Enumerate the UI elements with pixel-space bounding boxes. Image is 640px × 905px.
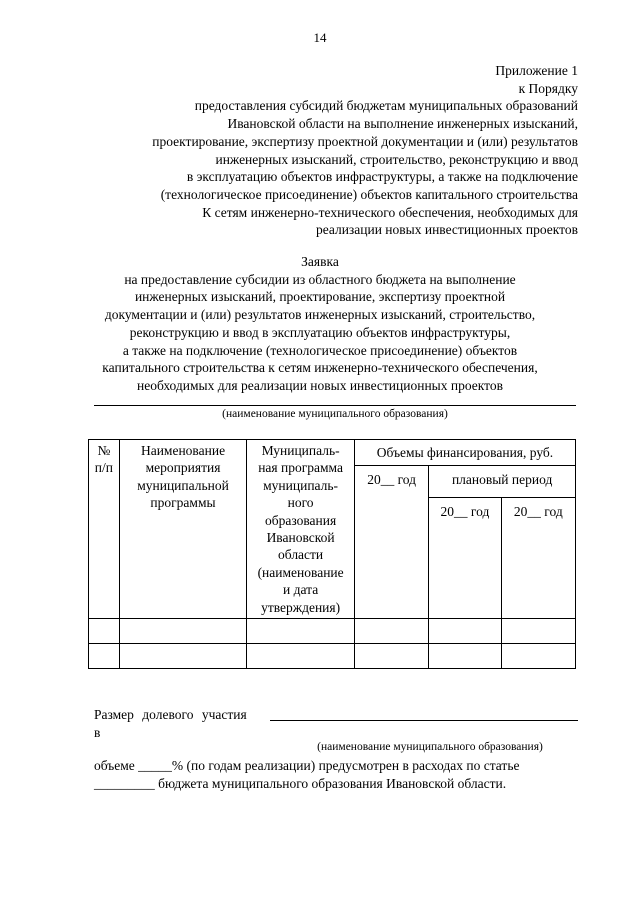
appendix-line: Приложение 1 (495, 63, 578, 78)
volume-line: объеме _____% (по годам реализации) предусмотрен в расходах по статье (94, 758, 520, 773)
appendix-header (78, 62, 578, 239)
table-cell[interactable] (247, 644, 355, 669)
table-cell[interactable] (89, 619, 120, 644)
table-cell[interactable] (429, 644, 501, 669)
request-line: на предоставление субсидии из областного бюджета на выполнение (124, 271, 516, 287)
table-cell[interactable] (354, 619, 428, 644)
header-volumes: Объемы финансирования, руб. (354, 440, 575, 466)
request-line: капитального строительства к сетям инженерно-технического обеспечения, (102, 360, 538, 376)
appendix-line: в эксплуатацию объектов инфраструктуры, а также на подключение (186, 169, 578, 185)
table-header-row (89, 440, 576, 466)
share-participation (94, 706, 578, 742)
volume-line: _________ бюджета муниципального образования Ивановской области. (94, 776, 507, 791)
table-cell[interactable] (354, 644, 428, 669)
table-cell[interactable] (247, 619, 355, 644)
appendix-line: Ивановской области на выполнение инженерных изысканий, (227, 116, 578, 132)
header-number: № п/п (89, 440, 120, 619)
table-cell[interactable] (429, 619, 501, 644)
appendix-line: предоставления субсидий бюджетам муниципальных образований (194, 98, 578, 114)
appendix-line: К сетям инженерно-технического обеспечения, необходимых для (202, 204, 578, 220)
share-label: Размер долевого участия (94, 707, 247, 722)
table-cell[interactable] (501, 619, 575, 644)
financing-table (88, 439, 576, 669)
appendix-line: (технологическое присоединение) объектов капитального строительства (160, 186, 578, 202)
request-line: документации и (или) результатов инженерных изысканий, строительство, (104, 307, 536, 323)
page-number: 14 (313, 30, 327, 45)
appendix-line: реализации новых инвестиционных проектов (315, 222, 578, 238)
header-planned-period: плановый период (429, 466, 576, 498)
appendix-line: к Порядку (518, 80, 578, 96)
municipality-fill-line[interactable] (94, 405, 576, 406)
share-in: в (94, 725, 101, 740)
request-line: а также на подключение (технологическое присоединение) объектов (122, 342, 518, 358)
table-cell[interactable] (501, 644, 575, 669)
header-program: Муниципаль- ная программа муниципаль- ного образования Ивановской области (наименование и дата утверждения) (247, 440, 355, 619)
appendix-line: инженерных изысканий, строительство, реконструкцию и ввод (215, 151, 578, 167)
header-year: 20__ год (354, 466, 428, 619)
table-row (89, 644, 576, 669)
request-line: реконструкцию и ввод в эксплуатацию объектов инфраструктуры, (129, 324, 511, 340)
request-heading (60, 253, 580, 395)
request-title: Заявка (301, 254, 339, 269)
request-line: инженерных изысканий, проектирование, экспертизу проектной (134, 289, 506, 305)
header-year-3: 20__ год (501, 498, 575, 619)
header-year-2: 20__ год (429, 498, 501, 619)
share-municipality-caption: (наименование муниципального образования) (317, 741, 543, 753)
municipality-caption: (наименование муниципального образования) (222, 408, 448, 420)
share-fill-line[interactable] (270, 720, 578, 721)
table-cell[interactable] (119, 644, 246, 669)
table-cell[interactable] (119, 619, 246, 644)
request-line: необходимых для реализации новых инвестиционных проектов (137, 377, 503, 393)
table-cell[interactable] (89, 644, 120, 669)
table-row (89, 619, 576, 644)
header-activity: Наименование мероприятия муниципальной программы (119, 440, 246, 619)
appendix-line: проектирование, экспертизу проектной документации и (или) результатов (152, 133, 578, 149)
